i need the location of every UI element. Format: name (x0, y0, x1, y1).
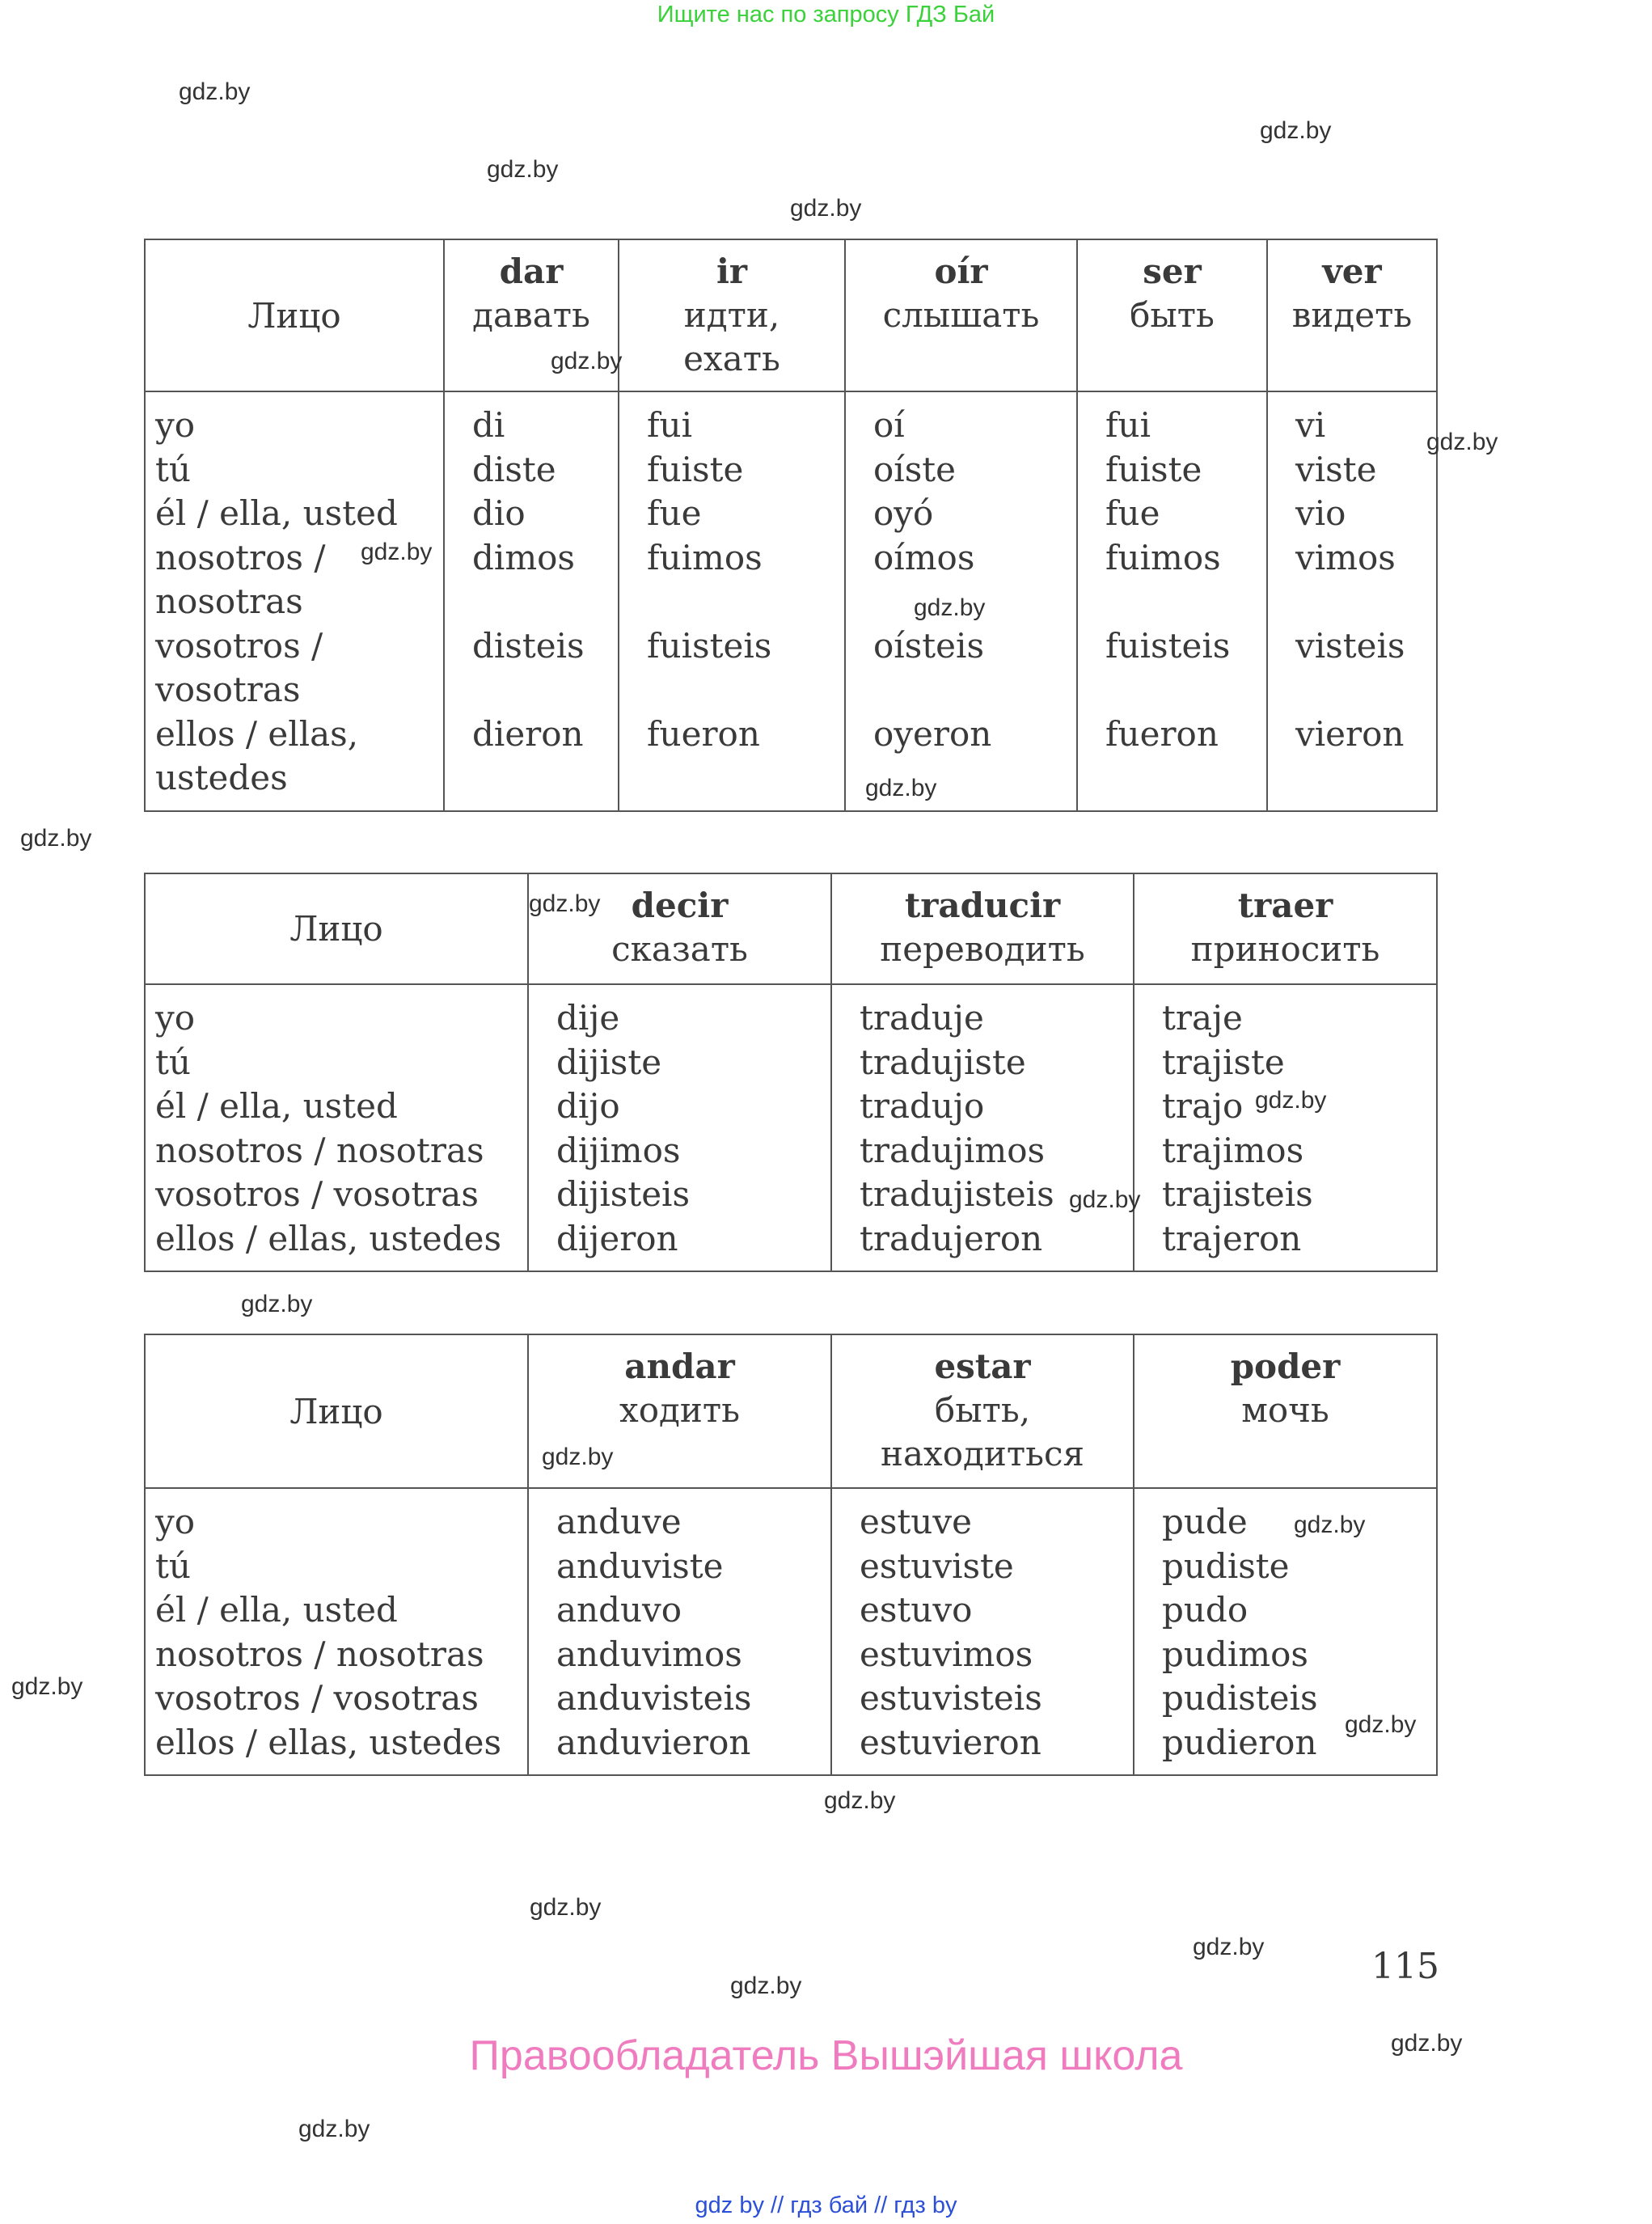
watermark: gdz.by (914, 594, 986, 621)
watermark: gdz.by (487, 156, 559, 183)
verb-header-ser: ser быть (1077, 239, 1267, 391)
watermark: gdz.by (1345, 1711, 1417, 1738)
copyright-notice: Правообладатель Вышэйшая школа (469, 2032, 1183, 2079)
watermark: gdz.by (1294, 1512, 1366, 1538)
verb-header-ir: ir идти, ехать (619, 239, 845, 391)
verb-header-oir: oír слышать (845, 239, 1077, 391)
watermark: gdz.by (298, 2116, 370, 2142)
conjugation-table-3 (144, 1334, 1438, 1776)
forms-column-andar: anduve anduviste anduvo anduvimos anduvisteis anduvieron (528, 1488, 831, 1775)
watermark: gdz.by (1426, 429, 1498, 455)
conjugation-table-1 (144, 239, 1438, 812)
verb-header-decir: decir сказать (528, 873, 831, 984)
forms-column-decir: dije dijiste dijo dijimos dijisteis dijeron (528, 984, 831, 1271)
verb-header-traer: traer приносить (1134, 873, 1437, 984)
watermark: gdz.by (11, 1673, 83, 1700)
watermark: gdz.by (20, 825, 92, 852)
watermark: gdz.by (179, 78, 251, 105)
page-number: 115 (1371, 1946, 1439, 1987)
verb-header-ver: ver видеть (1267, 239, 1437, 391)
persons-column: yo tú él / ella, usted nosotros / nosotras vosotros / vosotras ellos / ellas, ustedes (145, 984, 528, 1271)
person-header: Лицо (145, 1334, 528, 1488)
forms-column-poder: pude pudiste pudo pudimos pudisteis pudieron (1134, 1488, 1437, 1775)
footer-links[interactable]: gdz by // гдз бай // гдз by (695, 2192, 957, 2218)
watermark: gdz.by (551, 348, 623, 374)
watermark: gdz.by (790, 195, 862, 222)
watermark: gdz.by (1260, 117, 1332, 144)
watermark: gdz.by (1391, 2030, 1463, 2057)
verb-header-traducir: traducir переводить (831, 873, 1134, 984)
forms-column-dar: di diste dio dimos disteis dieron (444, 391, 619, 811)
watermark: gdz.by (1069, 1186, 1141, 1213)
conjugation-table-2 (144, 873, 1438, 1272)
watermark: gdz.by (1193, 1934, 1265, 1960)
person-header: Лицо (145, 239, 444, 391)
watermark: gdz.by (529, 890, 601, 917)
verb-header-poder: poder мочь (1134, 1334, 1437, 1488)
watermark: gdz.by (824, 1787, 896, 1814)
verb-header-dar: dar давать (444, 239, 619, 391)
verb-header-estar: estar быть, находиться (831, 1334, 1134, 1488)
forms-column-ir: fui fuiste fue fuimos fuisteis fueron (619, 391, 845, 811)
watermark: gdz.by (361, 539, 433, 565)
watermark: gdz.by (542, 1444, 614, 1470)
watermark: gdz.by (241, 1291, 313, 1317)
top-banner[interactable]: Ищите нас по запросу ГДЗ Бай (657, 2, 995, 27)
forms-column-estar: estuve estuviste estuvo estuvimos estuvisteis estuvieron (831, 1488, 1134, 1775)
watermark: gdz.by (530, 1894, 602, 1921)
person-header: Лицо (145, 873, 528, 984)
verb-header-andar: andar ходить (528, 1334, 831, 1488)
forms-column-traducir: traduje tradujiste tradujo tradujimos tradujisteis tradujeron (831, 984, 1134, 1271)
watermark: gdz.by (865, 775, 937, 801)
persons-column: yo tú él / ella, usted nosotros / nosotras vosotros / vosotras ellos / ellas, ustedes (145, 391, 444, 811)
forms-column-ser: fui fuiste fue fuimos fuisteis fueron (1077, 391, 1267, 811)
watermark: gdz.by (730, 1972, 802, 1999)
persons-column: yo tú él / ella, usted nosotros / nosotras vosotros / vosotras ellos / ellas, ustedes (145, 1488, 528, 1775)
forms-column-traer: traje trajiste trajo trajimos trajisteis trajeron (1134, 984, 1437, 1271)
forms-column-ver: vi viste vio vimos visteis vieron (1267, 391, 1437, 811)
watermark: gdz.by (1255, 1087, 1327, 1114)
forms-column-oir: oí oíste oyó oímos oísteis oyeron (845, 391, 1077, 811)
